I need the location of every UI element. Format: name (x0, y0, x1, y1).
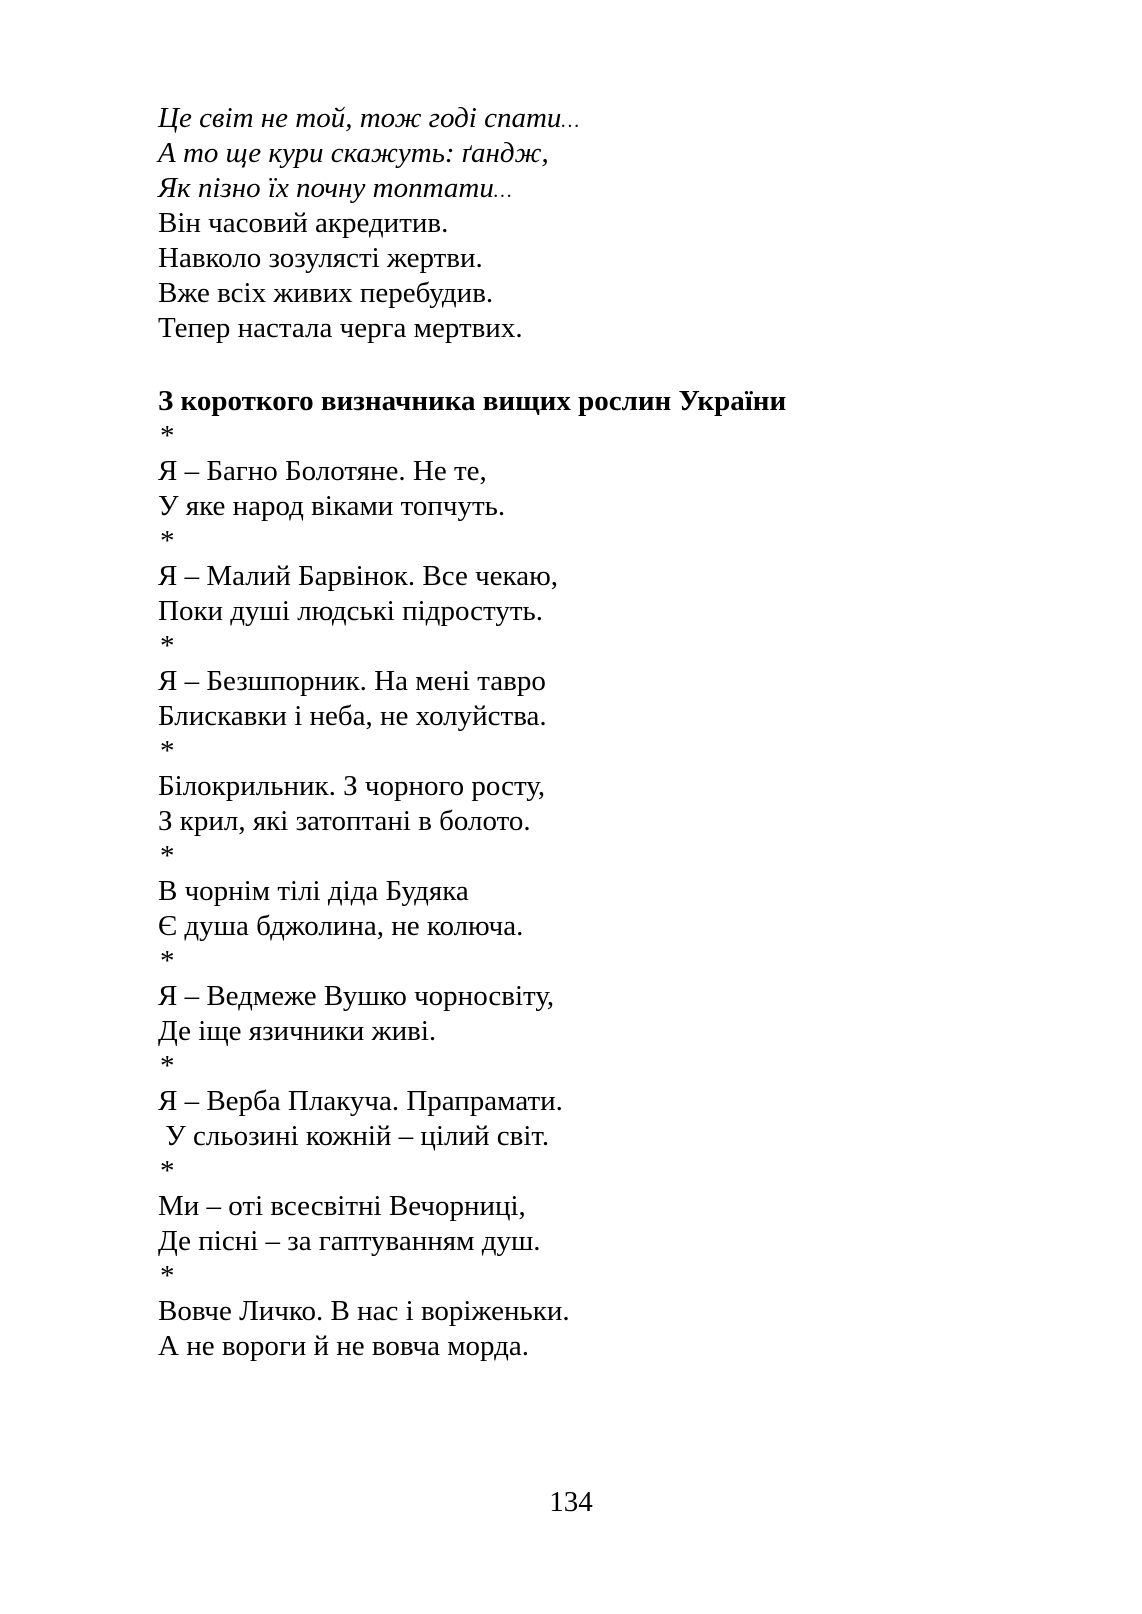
stanza-separator: * (160, 840, 175, 872)
stanza-separator: * (160, 1155, 175, 1187)
stanza-separator: * (160, 1260, 175, 1292)
poem-line: Я – Безшпорник. На мені тавро (158, 665, 546, 697)
poem-line: Я – Малий Барвінок. Все чекаю, (158, 560, 558, 592)
poem-line: Навколо зозулясті жертви. (158, 242, 483, 274)
stanza-separator: * (160, 735, 175, 767)
poem-line: Поки душі людські підростуть. (158, 595, 543, 627)
poem-line: Вже всіх живих перебудив. (158, 277, 494, 309)
poem-line: Я – Верба Плакуча. Прапрамати. (158, 1085, 563, 1117)
page-number: 134 (549, 1486, 593, 1518)
stanza-separator: * (160, 1050, 175, 1082)
poem-line: З крил, які затоптані в болото. (158, 805, 531, 837)
poem-intro (158, 101, 1038, 346)
italic-line: Як пізно їх почну топтати… (158, 172, 512, 204)
poem-line: Білокрильник. З чорного росту, (158, 770, 546, 802)
poem-line: Тепер настала черга мертвих. (158, 312, 523, 344)
stanza-separator: * (160, 420, 175, 452)
poem-line: Є душа бджолина, не колюча. (158, 910, 524, 942)
italic-line: А то ще кури скажуть: ґандж, (158, 137, 549, 169)
poem-line: Де пісні – за гаптуванням душ. (158, 1225, 541, 1257)
poem-line: У яке народ віками топчуть. (158, 490, 506, 522)
poem-line: Ми – оті всесвітні Вечорниці, (158, 1190, 526, 1222)
italic-line: Це світ не той, тож годі спати… (158, 102, 580, 134)
poem-line: Де іще язичники живі. (158, 1015, 437, 1047)
poem-line: У сльозині кожній – цілий світ. (158, 1120, 550, 1152)
stanza-separator: * (160, 945, 175, 977)
stanza-separator: * (160, 525, 175, 557)
plant-section (158, 384, 1038, 1364)
poem-line: В чорнім тілі діда Будяка (158, 875, 469, 907)
poem-line: Блискавки і неба, не холуйства. (158, 700, 547, 732)
stanza-separator: * (160, 630, 175, 662)
poem-line: Він часовий акредитив. (158, 207, 449, 239)
poem-line: Я – Багно Болотяне. Не те, (158, 455, 487, 487)
poem-line: Я – Ведмеже Вушко чорносвіту, (158, 980, 555, 1012)
poem-line: А не вороги й не вовча морда. (158, 1330, 530, 1362)
poem-line: Вовче Личко. В нас і воріженьки. (158, 1295, 570, 1327)
section-title: З короткого визначника вищих рослин України (158, 385, 787, 417)
